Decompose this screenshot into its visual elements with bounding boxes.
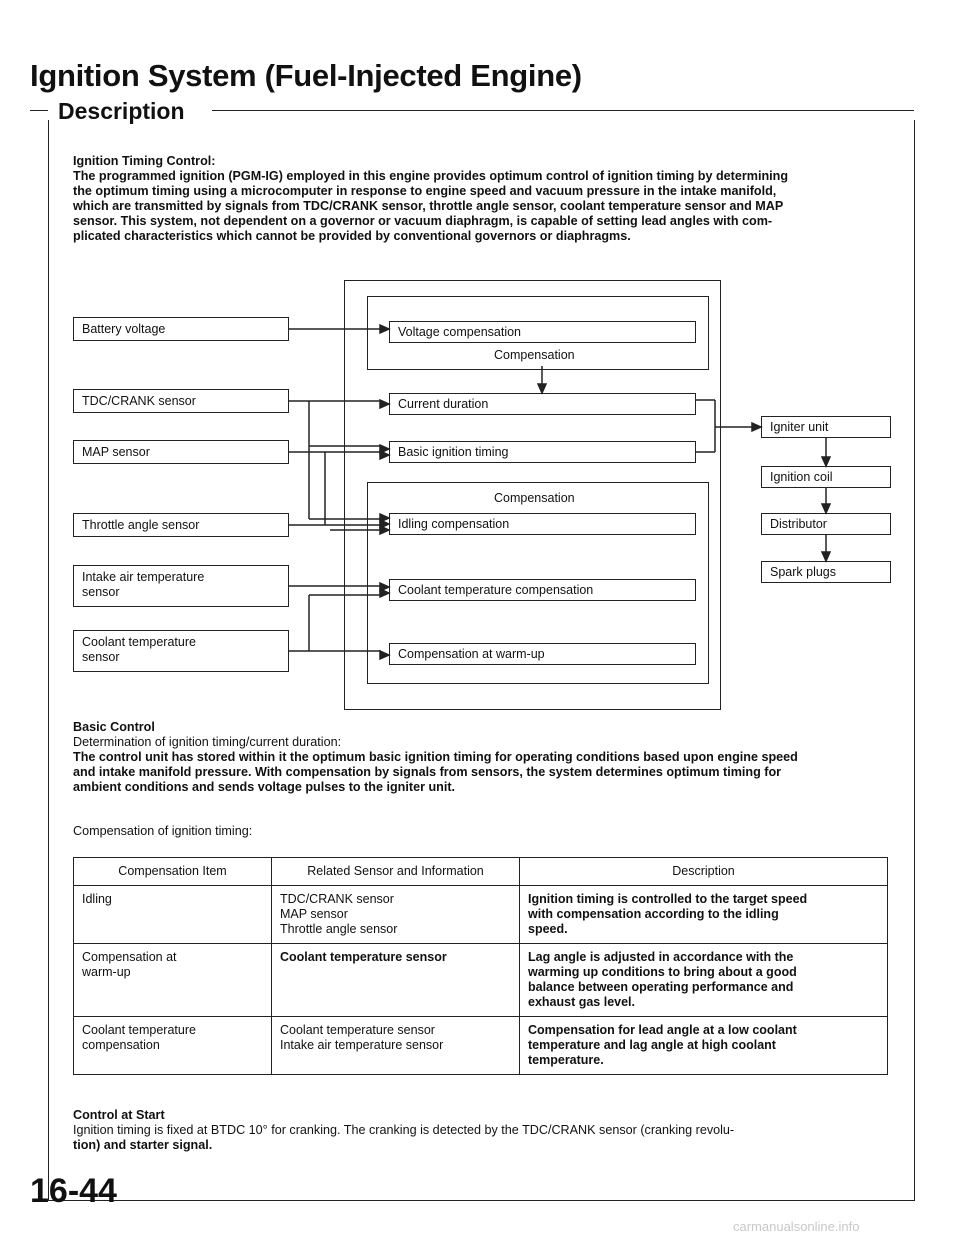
- voltage-compensation-label: Voltage compensation: [398, 324, 522, 339]
- paragraph-line: plicated characteristics which cannot be provided by conventional governors or diaphragms.: [73, 229, 631, 243]
- control-at-start-heading: Control at Start: [73, 1108, 165, 1122]
- intake-air-label-line2: sensor: [82, 585, 120, 599]
- paragraph-line: The programmed ignition (PGM-IG) employed in this engine provides optimum control of ignition timing by determining: [73, 169, 789, 183]
- igniter-unit-label: Igniter unit: [770, 419, 829, 434]
- page-number: 16-44: [30, 1172, 117, 1210]
- paragraph-line: sensor. This system, not dependent on a governor or vacuum diaphragm, is capable of setting lead angles with com-: [73, 214, 773, 228]
- throttle-angle-sensor-label: Throttle angle sensor: [82, 517, 200, 532]
- table-row: [74, 944, 888, 1017]
- table-row: [74, 886, 888, 944]
- cell-line: Coolant temperature sensor: [280, 950, 447, 964]
- table-cell-description: [520, 886, 888, 944]
- cell-line: temperature.: [528, 1053, 604, 1067]
- cell-line: TDC/CRANK sensor: [280, 892, 394, 906]
- cell-line: Compensation at: [82, 950, 177, 964]
- table-cell-sensors: [272, 944, 520, 1017]
- coolant-label-line1: Coolant temperature: [82, 635, 196, 649]
- cell-line: Idling: [82, 892, 112, 906]
- paragraph-line: ambient conditions and sends voltage pulses to the igniter unit.: [73, 780, 456, 794]
- compensation-label-a: Compensation: [494, 348, 575, 362]
- table-header: Related Sensor and Information: [272, 858, 520, 886]
- control-at-start-paragraph: [73, 1108, 888, 1153]
- coolant-temperature-compensation-label: Coolant temperature compensation: [398, 582, 594, 597]
- basic-control-heading: Basic Control: [73, 720, 155, 734]
- section-title: Description: [58, 98, 185, 124]
- cell-line: Coolant temperature sensor: [280, 1023, 435, 1037]
- basic-ignition-timing-label: Basic ignition timing: [398, 444, 509, 459]
- paragraph-line: The control unit has stored within it the optimum basic ignition timing for operating conditions based upon engine speed: [73, 750, 798, 764]
- cell-line: temperature and lag angle at high coolant: [528, 1038, 776, 1052]
- cell-line: warming up conditions to bring about a good: [528, 965, 797, 979]
- paragraph-line: and intake manifold pressure. With compensation by signals from sensors, the system determines optimum timing for: [73, 765, 782, 779]
- intake-air-label-line1: Intake air temperature: [82, 570, 205, 584]
- basic-control-paragraph: [73, 720, 888, 795]
- compensation-table: [73, 857, 888, 1075]
- compensation-label-b: Compensation: [494, 491, 575, 505]
- table-cell-description: [520, 944, 888, 1017]
- tdc-crank-sensor-label: TDC/CRANK sensor: [82, 393, 196, 408]
- map-sensor-label: MAP sensor: [82, 444, 150, 459]
- table-header-row: [74, 858, 888, 886]
- paragraph-line: Ignition timing is fixed at BTDC 10° for cranking. The cranking is detected by the TDC/CRANK sensor (cranking revolu-: [73, 1123, 735, 1137]
- cell-line: with compensation according to the idling: [528, 907, 779, 921]
- table-cell-item: [74, 886, 272, 944]
- spark-plugs-label: Spark plugs: [770, 564, 837, 579]
- table-cell-item: [74, 1017, 272, 1075]
- table-cell-item: [74, 944, 272, 1017]
- table-cell-sensors: [272, 886, 520, 944]
- cell-line: exhaust gas level.: [528, 995, 636, 1009]
- cell-line: warm-up: [82, 965, 131, 979]
- cell-line: Ignition timing is controlled to the target speed: [528, 892, 808, 906]
- cell-line: Coolant temperature: [82, 1023, 196, 1037]
- ignition-timing-heading: Ignition Timing Control:: [73, 154, 216, 168]
- paragraph-line: the optimum timing using a microcomputer in response to engine speed and vacuum pressure in the intake manifold,: [73, 184, 777, 198]
- current-duration-label: Current duration: [398, 396, 489, 411]
- idling-compensation-label: Idling compensation: [398, 516, 510, 531]
- ignition-coil-label: Ignition coil: [770, 469, 833, 484]
- coolant-label-line2: sensor: [82, 650, 120, 664]
- cell-line: Lag angle is adjusted in accordance with the: [528, 950, 794, 964]
- paragraph-line: tion) and starter signal.: [73, 1138, 213, 1152]
- paragraph-line: which are transmitted by signals from TDC/CRANK sensor, throttle angle sensor, coolant temperature sensor and MAP: [73, 199, 784, 213]
- table-cell-sensors: [272, 1017, 520, 1075]
- cell-line: MAP sensor: [280, 907, 348, 921]
- table-cell-description: [520, 1017, 888, 1075]
- table-header: Description: [520, 858, 888, 886]
- cell-line: Intake air temperature sensor: [280, 1038, 444, 1052]
- page-title: Ignition System (Fuel-Injected Engine): [30, 58, 582, 93]
- battery-voltage-label: Battery voltage: [82, 321, 166, 336]
- watermark-text: carmanualsonline.info: [733, 1219, 860, 1234]
- distributor-label: Distributor: [770, 516, 827, 531]
- cell-line: Compensation for lead angle at a low coolant: [528, 1023, 797, 1037]
- basic-control-subheading: Determination of ignition timing/current duration:: [73, 735, 342, 749]
- cell-line: Throttle angle sensor: [280, 922, 398, 936]
- cell-line: compensation: [82, 1038, 160, 1052]
- cell-line: balance between operating performance and: [528, 980, 794, 994]
- table-row: [74, 1017, 888, 1075]
- table-header: Compensation Item: [74, 858, 272, 886]
- cell-line: speed.: [528, 922, 568, 936]
- warm-up-compensation-label: Compensation at warm-up: [398, 646, 545, 661]
- compensation-intro: Compensation of ignition timing:: [73, 824, 253, 838]
